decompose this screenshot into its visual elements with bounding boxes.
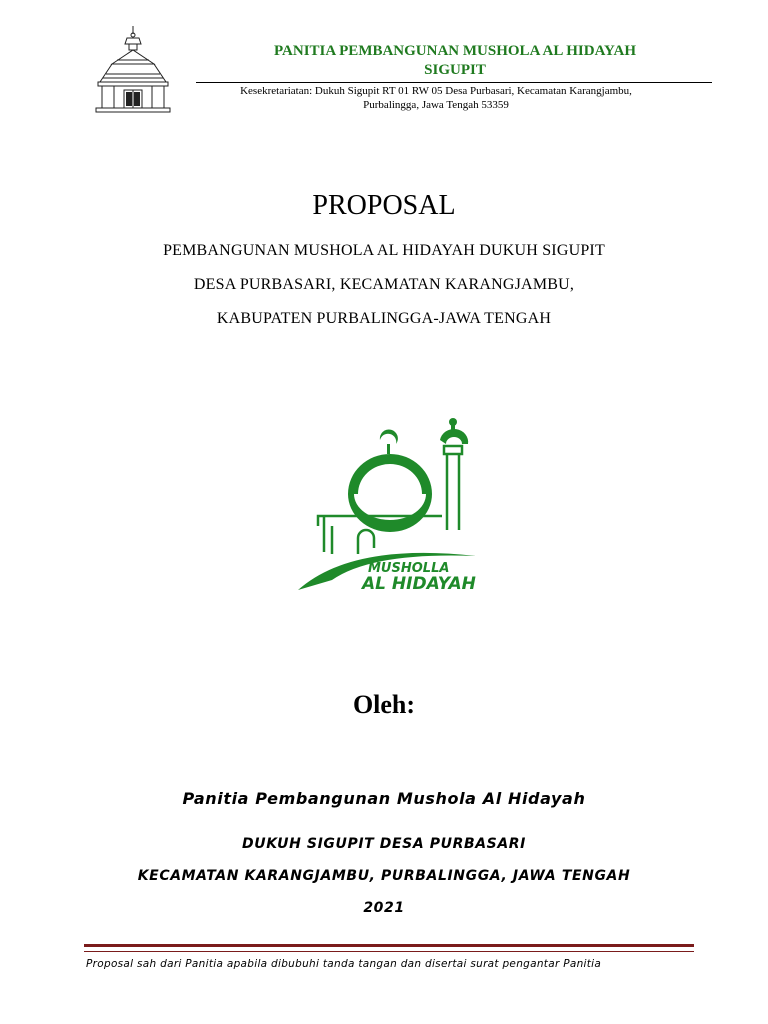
address-line-2: Purbalingga, Jawa Tengah 53359 bbox=[363, 99, 509, 111]
header-divider bbox=[196, 82, 712, 83]
logo-text-top: MUSHOLLA bbox=[368, 561, 450, 576]
footer-divider-thick bbox=[84, 944, 694, 947]
committee-location-line-1: DUKUH SIGUPIT DESA PURBASARI bbox=[242, 836, 526, 852]
footer-divider-thin bbox=[84, 951, 694, 952]
subtitle-line-2: DESA PURBASARI, KECAMATAN KARANGJAMBU, bbox=[193, 276, 575, 293]
footer-note: Proposal sah dari Panitia apabila dibubuhi tanda tangan dan disertai surat pengantar Panitia bbox=[86, 958, 602, 970]
subtitle-line-1: PEMBANGUNAN MUSHOLA AL HIDAYAH DUKUH SIGUPIT bbox=[163, 242, 605, 259]
org-address bbox=[196, 84, 676, 112]
oleh-label: Oleh: bbox=[352, 690, 416, 719]
org-title-line-1: PANITIA PEMBANGUNAN MUSHOLA AL HIDAYAH bbox=[274, 43, 636, 59]
logo-text-bottom: AL HIDAYAH bbox=[362, 574, 476, 594]
committee-year: 2021 bbox=[363, 900, 405, 916]
org-title-line-2: SIGUPIT bbox=[424, 62, 486, 78]
mosque-building-icon bbox=[92, 24, 174, 114]
committee-name: Panitia Pembangunan Mushola Al Hidayah bbox=[182, 789, 586, 808]
subtitle-line-3: KABUPATEN PURBALINGGA-JAWA TENGAH bbox=[216, 310, 552, 327]
address-line-1: Kesekretariatan: Dukuh Sigupit RT 01 RW 05 Desa Purbasari, Kecamatan Karangjambu, bbox=[240, 85, 632, 97]
mushola-logo bbox=[292, 414, 484, 596]
committee-location-line-2: KECAMATAN KARANGJAMBU, PURBALINGGA, JAWA TENGAH bbox=[137, 868, 631, 884]
org-title bbox=[200, 42, 710, 80]
document-title: PROPOSAL bbox=[312, 190, 456, 221]
